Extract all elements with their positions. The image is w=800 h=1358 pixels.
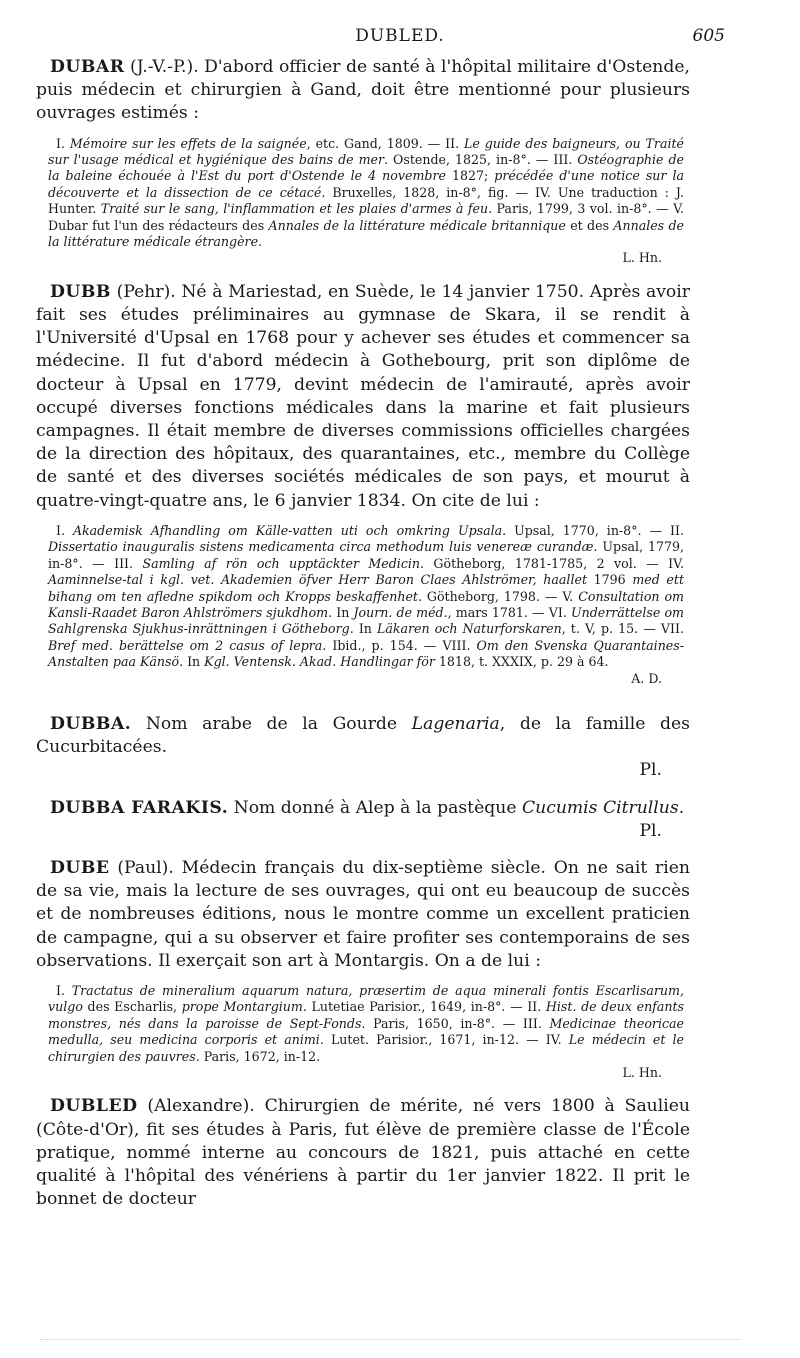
italic-title-run: prope Montargium bbox=[181, 999, 303, 1015]
text-run: . Götheborg, 1798. — V. bbox=[417, 588, 579, 604]
entry-head: DUBBA. bbox=[50, 713, 132, 734]
italic-title-run: Journ. de méd. bbox=[353, 604, 448, 620]
text-run: . bbox=[258, 234, 263, 250]
text-run: . Upsal, 1770, in-8°. — II. bbox=[502, 522, 684, 538]
text-run: , mars 1781. — VI. bbox=[447, 604, 571, 620]
text-run: . Lutetiae Parisior., 1649, in-8°. — II. bbox=[302, 999, 546, 1015]
entry-head: DUBB bbox=[50, 281, 111, 302]
entry-head: DUBBA FARAKIS. bbox=[50, 797, 229, 818]
entry-dubar bbox=[36, 56, 690, 126]
text-run: . In bbox=[179, 654, 205, 670]
text-run: . In bbox=[349, 621, 377, 637]
page-header bbox=[0, 26, 800, 52]
italic-title-run: Aaminnelse-tal i kgl. vet. Akademien öfver Herr Baron Claes Ahlströmer, haallet bbox=[48, 572, 588, 588]
italic-title-run: Mémoire sur les effets de la saignée bbox=[69, 135, 307, 151]
italic-title-run: Om den Svenska Quarantaines-Anstalten paa Känsö bbox=[48, 637, 684, 670]
bibliography-dube bbox=[36, 983, 690, 1065]
entry-body: (Paul). Médecin français du dix-septième siècle. On ne sait rien de sa vie, mais la lecture de ses ouvrages, qui ont eu beaucoup de succès et de nombreuses éditions, nous le montre comme un excellent praticien de campagne, qui a su observer et faire profiter ses contemporains de ses observations. Il exerçait son art à Montargis. On a de lui : bbox=[36, 857, 690, 971]
italic-title-run: Dissertatio inauguralis sistens medicamenta circa methodum luis venereæ curandæ bbox=[48, 539, 594, 555]
italic-title-run: Bref med. berättelse om 2 casus of lepra bbox=[48, 637, 323, 653]
text-run: Nom arabe de la Gourde bbox=[145, 713, 412, 734]
text-run: . Upsal, 1779, in-8°. — III. bbox=[48, 539, 684, 571]
text-run: . Ostende, 1825, in-8°. — III. bbox=[384, 152, 578, 168]
text-run: 1827; bbox=[445, 168, 495, 184]
italic-title-run: Läkaren och Naturforskaren bbox=[377, 621, 562, 637]
page-body bbox=[36, 56, 690, 1211]
italic-title-run: Ostéographie de la baleine échouée à l'Est du port d'Ostende le 4 novembre bbox=[48, 152, 685, 184]
italic-title-run: Tractatus de mineralium aquarum natura, præsertim de aqua minerali fontis Escarlisarum, vulgo bbox=[48, 982, 684, 1015]
bibliography-dubb bbox=[36, 523, 690, 671]
text-run: . Paris, 1672, in-12. bbox=[195, 1048, 321, 1064]
text-run: Nom donné à Alep à la pastèque bbox=[233, 797, 522, 818]
text-run: . Götheborg, 1781-1785, 2 vol. — IV. bbox=[420, 555, 684, 571]
text-run: 1796 bbox=[587, 572, 633, 588]
text-run: , t. V, p. 15. — VII. bbox=[561, 621, 684, 637]
author-signature: L. Hn. bbox=[622, 1065, 662, 1081]
text-run: . In bbox=[328, 604, 354, 620]
entry-dubled bbox=[36, 1095, 690, 1211]
text-run: . Bruxelles, 1828, in-8°, fig. — IV. Une traduction : J. Hunter. bbox=[48, 184, 684, 217]
italic-title-run: Annales de la littérature médicale étrangère bbox=[48, 217, 684, 250]
italic-title-run: Samling af rön och upptäckter Medicin bbox=[142, 555, 421, 571]
entry-dube bbox=[36, 857, 690, 973]
text-run: des Escharlis, bbox=[82, 999, 182, 1015]
author-signature: L. Hn. bbox=[622, 250, 662, 266]
entry-dubba bbox=[36, 713, 690, 759]
text-run: . bbox=[678, 797, 685, 818]
entry-dubba-farakis bbox=[36, 797, 690, 820]
entry-head: DUBAR bbox=[50, 57, 125, 77]
text-run: . Lutet. Parisior., 1671, in-12. — IV. bbox=[319, 1032, 569, 1048]
italic-title-run: Underrättelse om Sahlgrenska Sjukhus-inrättningen i Götheborg bbox=[48, 604, 684, 637]
running-head: DUBLED. bbox=[355, 26, 445, 46]
text-run: I. bbox=[56, 982, 72, 998]
italic-title-run: Kgl. Ventensk. Akad. Handlingar för bbox=[204, 654, 435, 670]
italic-title-run: Medicinae theoricae medulla, seu medicina corporis et animi bbox=[48, 1015, 684, 1048]
text-run: , de la famille des Cucurbitacées. bbox=[36, 713, 690, 758]
entry-body bbox=[36, 714, 690, 757]
entry-body: (Pehr). Né à Mariestad, en Suède, le 14 janvier 1750. Après avoir fait ses études préliminaires au gymnase de Skara, il se rendit à l'Université d'Upsal en 1768 pour y achever ses études et commencer sa médecine. Il fut d'abord médecin à Gothebourg, prit son diplôme de docteur à Upsal en 1779, devint médecin de l'amirauté, après avoir occupé diverses fonctions médicales dans la marine et fait plusieurs campagnes. Il était membre de diverses commissions officielles chargées de la direction des hôpitaux, des quarantaines, etc., membre du Collège de santé et des diverses sociétés médicales de son pays, et mourut à quatre-vingt-quatre ans, le 6 janvier 1834. On cite de lui : bbox=[36, 281, 690, 511]
italic-title-run: Consultation om Kansli-Raadet Baron Ahlströmers sjukdhom bbox=[48, 588, 684, 620]
italic-title-run: Lagenaria bbox=[411, 713, 500, 734]
text-run: . Ibid., p. 154. — VIII. bbox=[322, 637, 477, 653]
italic-title-run: Traité sur le sang, l'inflammation et les plaies d'armes à feu bbox=[100, 201, 489, 217]
text-run: I. bbox=[56, 522, 73, 538]
italic-title-run: précédée d'une notice sur la découverte et la dissection de ce cétacé bbox=[48, 168, 684, 200]
entry-body bbox=[234, 798, 685, 818]
italic-title-run: Cucumis Citrullus bbox=[521, 797, 679, 818]
author-signature: Pl. bbox=[639, 760, 662, 781]
text-run: , etc. Gand, 1809. — II. bbox=[306, 135, 465, 151]
author-signature: Pl. bbox=[639, 820, 662, 841]
italic-title-run: Le guide des baigneurs, ou Traité sur l'usage médical et hygiénique des bains de mer bbox=[48, 135, 685, 168]
bibliography-dubar bbox=[36, 136, 690, 251]
italic-title-run: med ett bihang om ten afledne spikdom och Kropps beskaffenhet bbox=[48, 572, 685, 604]
text-run: I. bbox=[56, 135, 70, 151]
entry-dubb bbox=[36, 281, 690, 513]
entry-body: (Alexandre). Chirurgien de mérite, né vers 1800 à Saulieu (Côte-d'Or), fit ses études à Paris, fut élève de première classe de l'École pratique, nommé interne au concours de 1821, puis attaché en cette qualité à l'hôpital des vénériens à partir du 1er janvier 1822. Il prit le bonnet de docteur bbox=[36, 1096, 690, 1210]
entry-body: (J.-V.-P.). D'abord officier de santé à l'hôpital militaire d'Ostende, puis médecin et chirurgien à Gand, doit être mentionné pour plusieurs ouvrages estimés : bbox=[36, 57, 690, 124]
text-run: . Paris, 1799, 3 vol. in-8°. — V. Dubar fut l'un des rédacteurs des bbox=[48, 201, 684, 233]
text-run: . Paris, 1650, in-8°. — III. bbox=[361, 1015, 550, 1031]
text-run: et des bbox=[565, 217, 614, 233]
italic-title-run: Le médecin et le chirurgien des pauvres bbox=[48, 1032, 684, 1064]
entry-head: DUBLED bbox=[50, 1096, 138, 1117]
page-footer-trace bbox=[40, 1339, 740, 1340]
italic-title-run: Hist. de deux enfants monstres, nés dans la paroisse de Sept-Fonds bbox=[48, 999, 684, 1031]
author-signature: A. D. bbox=[631, 670, 662, 686]
italic-title-run: Akademisk Afhandling om Källe-vatten uti och omkring Upsala bbox=[72, 522, 503, 538]
page-number: 605 bbox=[692, 26, 725, 46]
entry-head: DUBE bbox=[50, 857, 110, 878]
italic-title-run: Annales de la littérature médicale britannique bbox=[268, 217, 566, 233]
text-run: 1818, t. XXXIX, p. 29 à 64. bbox=[434, 654, 609, 670]
